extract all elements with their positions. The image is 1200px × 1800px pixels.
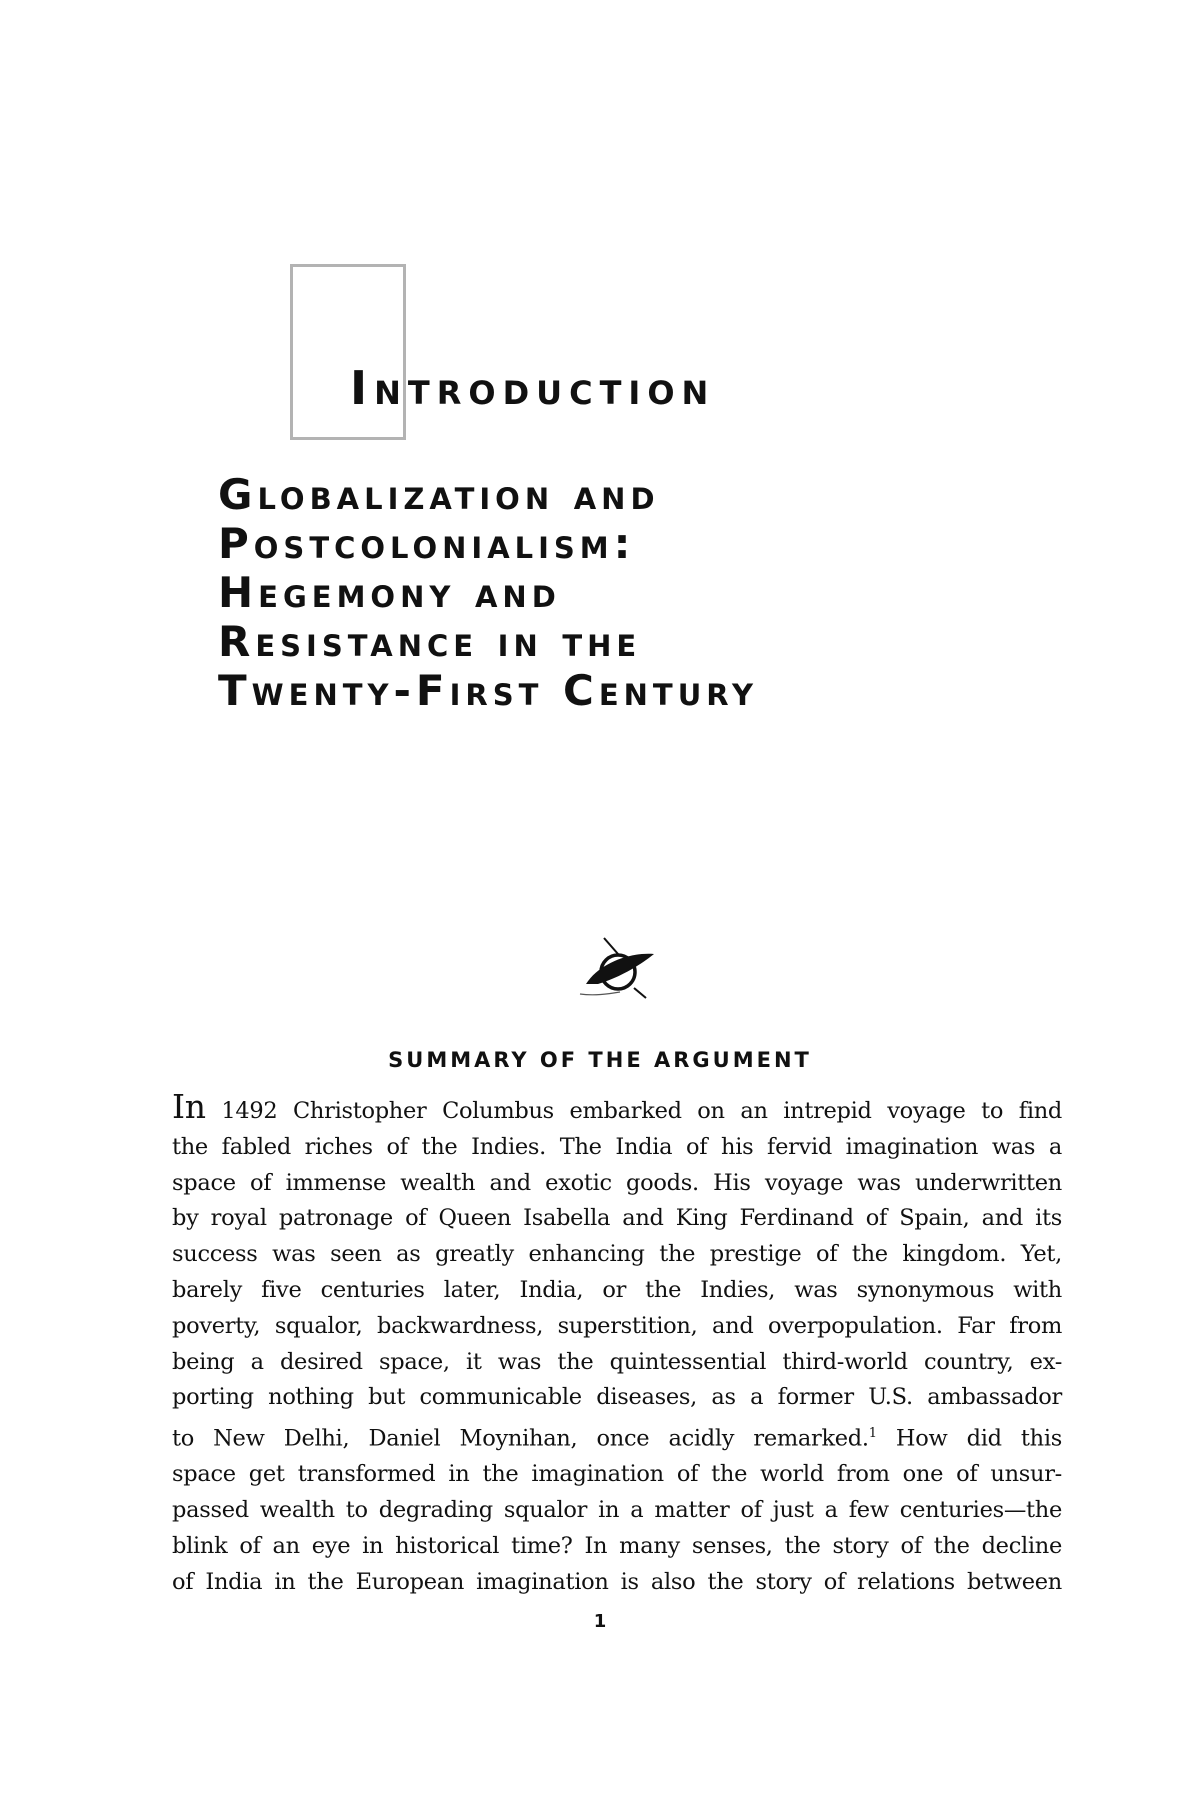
body-line: poverty, squalor, backwardness, superstition, and overpopulation. Far from (172, 1312, 1062, 1339)
section-heading: SUMMARY OF THE ARGUMENT (388, 1048, 812, 1072)
planet-ornament-icon (574, 932, 662, 1004)
body-line: space of immense wealth and exotic goods. His voyage was underwritten (172, 1169, 1062, 1196)
chapter-title-line: Globalization and (218, 470, 660, 519)
chapter-title (218, 470, 1038, 715)
page-number: 1 (593, 1611, 607, 1632)
body-line: In 1492 Christopher Columbus embarked on an intrepid voyage to find (172, 1087, 1063, 1126)
chapter-label: Introduction (350, 361, 716, 415)
chapter-title-line: Resistance in the (218, 617, 642, 666)
body-line: to New Delhi, Daniel Moynihan, once acidly remarked.$^1$ How did this (172, 1425, 1062, 1452)
chapter-title-line: Twenty-First Century (218, 666, 759, 715)
body-line: by royal patronage of Queen Isabella and King Ferdinand of Spain, and its (172, 1205, 1062, 1232)
body-line: passed wealth to degrading squalor in a matter of just a few centuries—the (172, 1497, 1062, 1524)
body-line: success was seen as greatly enhancing the prestige of the kingdom. Yet, (172, 1241, 1062, 1268)
body-line: being a desired space, it was the quintessential third-world country, ex- (172, 1348, 1062, 1375)
body-line: porting nothing but communicable diseases, as a former U.S. ambassador (172, 1384, 1062, 1411)
body-line: barely five centuries later, India, or the Indies, was synonymous with (172, 1276, 1062, 1303)
chapter-title-line: Postcolonialism: (218, 519, 636, 568)
footnote-marker[interactable]: 1 (868, 1426, 877, 1442)
drop-word: In (172, 1087, 206, 1126)
body-line: of India in the European imagination is also the story of relations between (172, 1568, 1062, 1595)
body-paragraph (172, 1087, 1063, 1601)
body-line: blink of an eye in historical time? In many senses, the story of the decline (172, 1533, 1062, 1560)
chapter-title-line: Hegemony and (218, 568, 561, 617)
body-line: space get transformed in the imagination of the world from one of unsur- (172, 1461, 1062, 1488)
body-line: the fabled riches of the Indies. The India of his fervid imagination was a (172, 1133, 1062, 1160)
